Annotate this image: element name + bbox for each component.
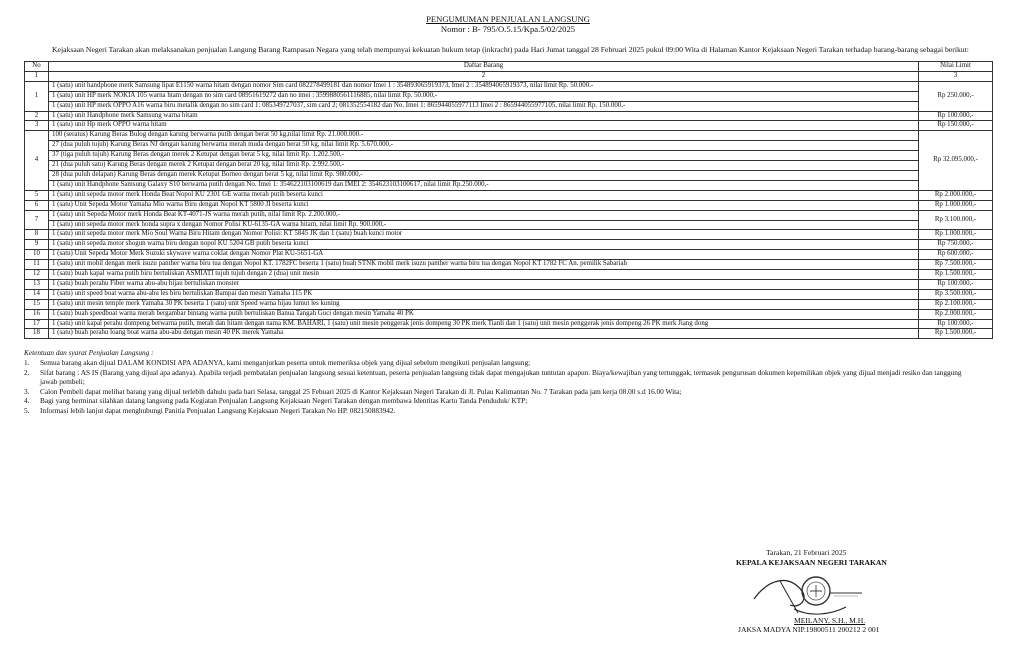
table-row: [25, 220, 993, 230]
row-item-description: 21 (dua puluh satu) Karung Beras dengan merek 2 Ketupat dengan berat 20 kg, nilai limit Rp. 2.992.500,-: [49, 161, 919, 171]
terms-item-text: Bagi yang berminat silahkan datang langsung pada Kegiatan Penjualan Langsung Kejaksaan Negeri Tarakan dengan membawa Identitas Kartu Tanda Penduduk/ KTP;: [40, 396, 528, 406]
terms-item-number: 3.: [24, 386, 30, 396]
terms-item: [24, 368, 992, 387]
row-number: 14: [25, 289, 49, 299]
row-item-description: 1 (satu) unit sepeda motor merk Mio Soul Warna Biru Hitam dengan Nomor Polisi: KT 5845 JK dan 1 (satu) buah kunci motor: [49, 230, 919, 240]
row-number: 11: [25, 260, 49, 270]
table-header-row: [25, 62, 993, 72]
row-item-description: 1 (satu) Unit Sepeda Motor Yamaha Mio warna Biru dengan Nopol KT 5800 JI beserta kunci: [49, 200, 919, 210]
document-header: [24, 14, 992, 34]
row-number: 5: [25, 190, 49, 200]
row-item-description: 100 (seratus) Karung Beras Bulog dengan karung berwarna putih dengan berat 50 kg,nilai limit Rp. 21.000.000.-: [49, 131, 919, 141]
row-limit-value: Rp 2.100.000,-: [919, 299, 993, 309]
table-row: [25, 121, 993, 131]
row-limit-value: Rp 600.000,-: [919, 250, 993, 260]
terms-item-number: 4.: [24, 396, 30, 406]
table-row: [25, 309, 993, 319]
row-limit-value: Rp 7.500.000,-: [919, 260, 993, 270]
terms-item-number: 2.: [24, 367, 30, 377]
row-limit-value: Rp 32.095.000,-: [919, 131, 993, 190]
row-item-description: 1 (satu) unit kapal perahu dompeng berwarna putih, merah dan hitam dengan nama KM. BAHARI, 1 (satu) unit mesin penggerak jenis dompeng 30 PK merk Tianli dan 1 (satu) unit mesin penggerak jenis dompeng 26 PK merk Jiang dong: [49, 319, 919, 329]
row-item-description: 1 (satu) Unit Sepeda Motor Merk Suzuki skywave warna coklat dengan Nomor Plat KU-5651-GA: [49, 250, 919, 260]
row-limit-value: Rp 250.000,-: [919, 81, 993, 111]
terms-item-number: 1.: [24, 357, 30, 367]
table-row: [25, 81, 993, 91]
table-row: [25, 260, 993, 270]
terms-item-text: Calon Pembeli dapat melihat barang yang dijual terlebih dahulu pada hari Selasa, tanggal 25 Febuari 2025 di Kantor Kejaksaan Negeri Tarakan di Jl. Pulau Kalimantan No. 7 Tarakan pada jam kerja 08.00 s.d 16.00 Wita;: [40, 386, 682, 396]
index-items: 2: [49, 71, 919, 81]
row-limit-value: Rp 750.000,-: [919, 240, 993, 250]
table-row: [25, 170, 993, 180]
index-limit: 3: [919, 71, 993, 81]
row-number: 1: [25, 81, 49, 111]
row-item-description: 1 (satu) buah perahu Fiber warna abu-abu hijau bertuliskan monster: [49, 279, 919, 289]
terms-section: [24, 348, 992, 415]
row-number: 2: [25, 111, 49, 121]
row-item-description: 1 (satu) unit sepeda motor merk Honda Beat Nopol KU 2301 GE warna merah putih beserta kunci: [49, 190, 919, 200]
row-item-description: 1 (satu) buah speedboat warna merah bergambar bintang warna putih bertuliskan Banua Tangah Guci dengan mesin Yamaha 40 PK: [49, 309, 919, 319]
goods-table-body: [25, 81, 993, 339]
goods-table: [24, 61, 993, 339]
row-limit-value: Rp 100.000,-: [919, 279, 993, 289]
row-item-description: 1 (satu) unit Handphone Samsung Galaxy S10 berwarna putih dengan No. Imei 1: 354622103100619 dan IMEI 2: 354623103100617, nilai limit Rp.250.000,-: [49, 180, 919, 190]
table-row: [25, 200, 993, 210]
header-limit: Nilai Limit: [919, 62, 993, 72]
row-number: 12: [25, 270, 49, 280]
row-number: 6: [25, 200, 49, 210]
row-item-description: 1 (satu) unit Handphone merk Samsung warna hitam: [49, 111, 919, 121]
row-item-description: 27 (dua puluh tujuh) Karung Beras NJ dengan karung berwarna merah muda dengan berat 50 kg, nilai limit Rp. 5.670.000,-: [49, 141, 919, 151]
header-no: No: [25, 62, 49, 72]
row-limit-value: Rp 1.500.000,-: [919, 329, 993, 339]
terms-item-number: 5.: [24, 405, 30, 415]
terms-item: [24, 396, 992, 406]
row-item-description: 1 (satu) unit Hp merk OPPO warna hitam: [49, 121, 919, 131]
intro-paragraph: Kejaksaan Negeri Tarakan akan melaksanakan penjualan Langung Barang Rampasan Negara yang telah mempunyai kekuatan hukum tetap (inkracht) pada Hari Jumat tanggal 28 Februari 2025 pukul 09:00 Wita di Halaman Kantor Kejaksaan Negeri Tarakan terhadap barang-barang sebagai berikut:: [52, 45, 969, 54]
table-row: [25, 111, 993, 121]
row-item-description: 1 (satu) unit mesin temple merk Yamaha 30 PK beserta 1 (satu) unit Speed warna hijau lumut les kuning: [49, 299, 919, 309]
row-item-description: 1 (satu) unit sepeda motor merk honda supra x dengan Nomor Polisi KU-6135-GA warna hitam, nilai limit Rp. 900.000,-: [49, 220, 919, 230]
table-row: [25, 270, 993, 280]
document-title: PENGUMUMAN PENJUALAN LANGSUNG: [426, 14, 590, 24]
row-number: 16: [25, 309, 49, 319]
row-item-description: 1 (satu) unit HP merk NOKIA 105 warna htam dengan no sim card 08951619272 dan no imei : 3599880561116885, nilai limit Rp. 50.000,-: [49, 91, 919, 101]
terms-item-text: Sifat barang : AS IS (Barang yang dijual apa adanya). Apabila terjadi pembatalan penjualan langsung sesuai ketentuan, peserta penjualan langsung tidak dapat mengajukan tuntutan apapun. Biaya/kewajiban yang tertunggak, termasuk pengurusan dokumen kepemilikan objek yang dijual menjadi resiko dan tanggung jawab pembeli;: [40, 367, 962, 387]
terms-item-text: Informasi lebih lanjut dapat menghubungi Panitia Penjualan Langsung Kejaksaan Negeri Tarakan No HP. 082150883942.: [40, 405, 396, 415]
table-row: [25, 190, 993, 200]
table-row: [25, 240, 993, 250]
table-row: [25, 101, 993, 111]
row-number: 8: [25, 230, 49, 240]
signature-block: [736, 548, 986, 635]
row-number: 15: [25, 299, 49, 309]
table-row: [25, 319, 993, 329]
table-row: [25, 250, 993, 260]
terms-item: [24, 358, 992, 368]
table-row: [25, 180, 993, 190]
row-number: 18: [25, 329, 49, 339]
terms-item-text: Semua barang akan dijual DALAM KONDISI APA ADANYA, kami menganjurkan peserta untuk memeriksa objek yang dijual sebelum mengikuti penjualan langsung;: [40, 357, 531, 367]
row-item-description: 1 (satu) unit handphone merk Samsung lipat E1150 warna hitam dengan nomor Sim card 082278499181 dan nomor Imei 1 : 354893065919373, Imei 2 : 354894065919373, nilai limit Rp. 50.000.-: [49, 81, 919, 91]
header-items: Daftar Barang: [49, 62, 919, 72]
table-row: [25, 210, 993, 220]
row-limit-value: Rp 1.000.000,-: [919, 230, 993, 240]
table-row: [25, 91, 993, 101]
row-number: 17: [25, 319, 49, 329]
table-row: [25, 141, 993, 151]
row-item-description: 1 (satu) unit Sepeda Motor merk Honda Beat KT-4071-JS warna merah putih, nilai limit Rp. 2.200.000,-: [49, 210, 919, 220]
row-limit-value: Rp 2.000.000,-: [919, 309, 993, 319]
table-index-row: [25, 71, 993, 81]
table-row: [25, 289, 993, 299]
row-item-description: 1 (satu) unit sepeda motor shogun warna biru dengan nopol KU 5204 GB putih beserta kunci: [49, 240, 919, 250]
signature-office: KEPALA KEJAKSAAN NEGERI TARAKAN: [736, 557, 887, 567]
table-row: [25, 230, 993, 240]
terms-item: [24, 406, 992, 416]
row-item-description: 1 (satu) buah perahu loang boat warna abu-abu dengan mesin 40 PK merek Yamaha: [49, 329, 919, 339]
row-limit-value: Rp 2.000.000,-: [919, 190, 993, 200]
terms-list: [24, 358, 992, 416]
row-limit-value: Rp 3.500.000,-: [919, 289, 993, 299]
signature-place-date: Tarakan, 21 Februari 2025: [766, 548, 847, 557]
row-limit-value: Rp 150.000,-: [919, 121, 993, 131]
terms-item: [24, 387, 992, 397]
document-number: Nomor : B- 795/O.5.15/Kpa.5/02/2025: [440, 24, 576, 34]
row-number: 10: [25, 250, 49, 260]
row-number: 4: [25, 131, 49, 190]
row-number: 13: [25, 279, 49, 289]
row-item-description: 1 (satu) buah kapal warna putih biru bertuliskan ASMIATI tujuh tujuh dengan 2 (dua) unit mesin: [49, 270, 919, 280]
table-row: [25, 151, 993, 161]
row-item-description: 1 (satu) unit HP merk OPPO A16 warna biru metalik dengan no sim card 1: 085349727037, sim card 2; 081352554182 dan No. Imei 1: 865944055977113 Imei 2 : 865944055977105, nilai limit Rp. 150.000,-: [49, 101, 919, 111]
table-row: [25, 279, 993, 289]
row-limit-value: Rp 1.500.000,-: [919, 270, 993, 280]
row-item-description: 37 (tiga puluh tujuh) Karung Beras dengan merek 2 Ketupat dengan berat 5 kg, nilai limit Rp. 1.202.500,-: [49, 151, 919, 161]
signature-seal-icon: [750, 569, 870, 621]
row-item-description: 1 (satu) unit mobil dengan merk isuzu panther warna biru tua dengan Nopol KT. 1782FC beserta 1 (satu) buah STNK mobil merk isuzu panther warna biru tua dengan Nopol KT 1782 FC An. pemilik Sabariah: [49, 260, 919, 270]
row-limit-value: Rp 3.100.000,-: [919, 210, 993, 230]
signatory-name: MEILANY, S.H., M.H.: [794, 615, 866, 625]
row-limit-value: Rp 1.000.000,-: [919, 200, 993, 210]
index-no: 1: [25, 71, 49, 81]
table-row: [25, 161, 993, 171]
signatory-rank-nip: JAKSA MADYA NIP.19800511 200212 2 001: [738, 625, 880, 635]
row-number: 3: [25, 121, 49, 131]
row-item-description: 1 (satu) unit speed boat warna abu-abu les biru bertuliskan Bampai dan mesin Yamaha 115 PK: [49, 289, 919, 299]
row-number: 9: [25, 240, 49, 250]
table-row: [25, 329, 993, 339]
table-row: [25, 299, 993, 309]
row-number: 7: [25, 210, 49, 230]
row-limit-value: Rp 100.000,-: [919, 319, 993, 329]
terms-heading: Ketentuan dan syarat Penjualan Langsung :: [24, 348, 154, 358]
row-limit-value: Rp 100.000,-: [919, 111, 993, 121]
row-item-description: 28 (dua puluh delapan) Karung Beras dengan merek Ketupat Borneo dengan berat 5 kg, nilai limit Rp. 980.000,-: [49, 170, 919, 180]
table-row: [25, 131, 993, 141]
